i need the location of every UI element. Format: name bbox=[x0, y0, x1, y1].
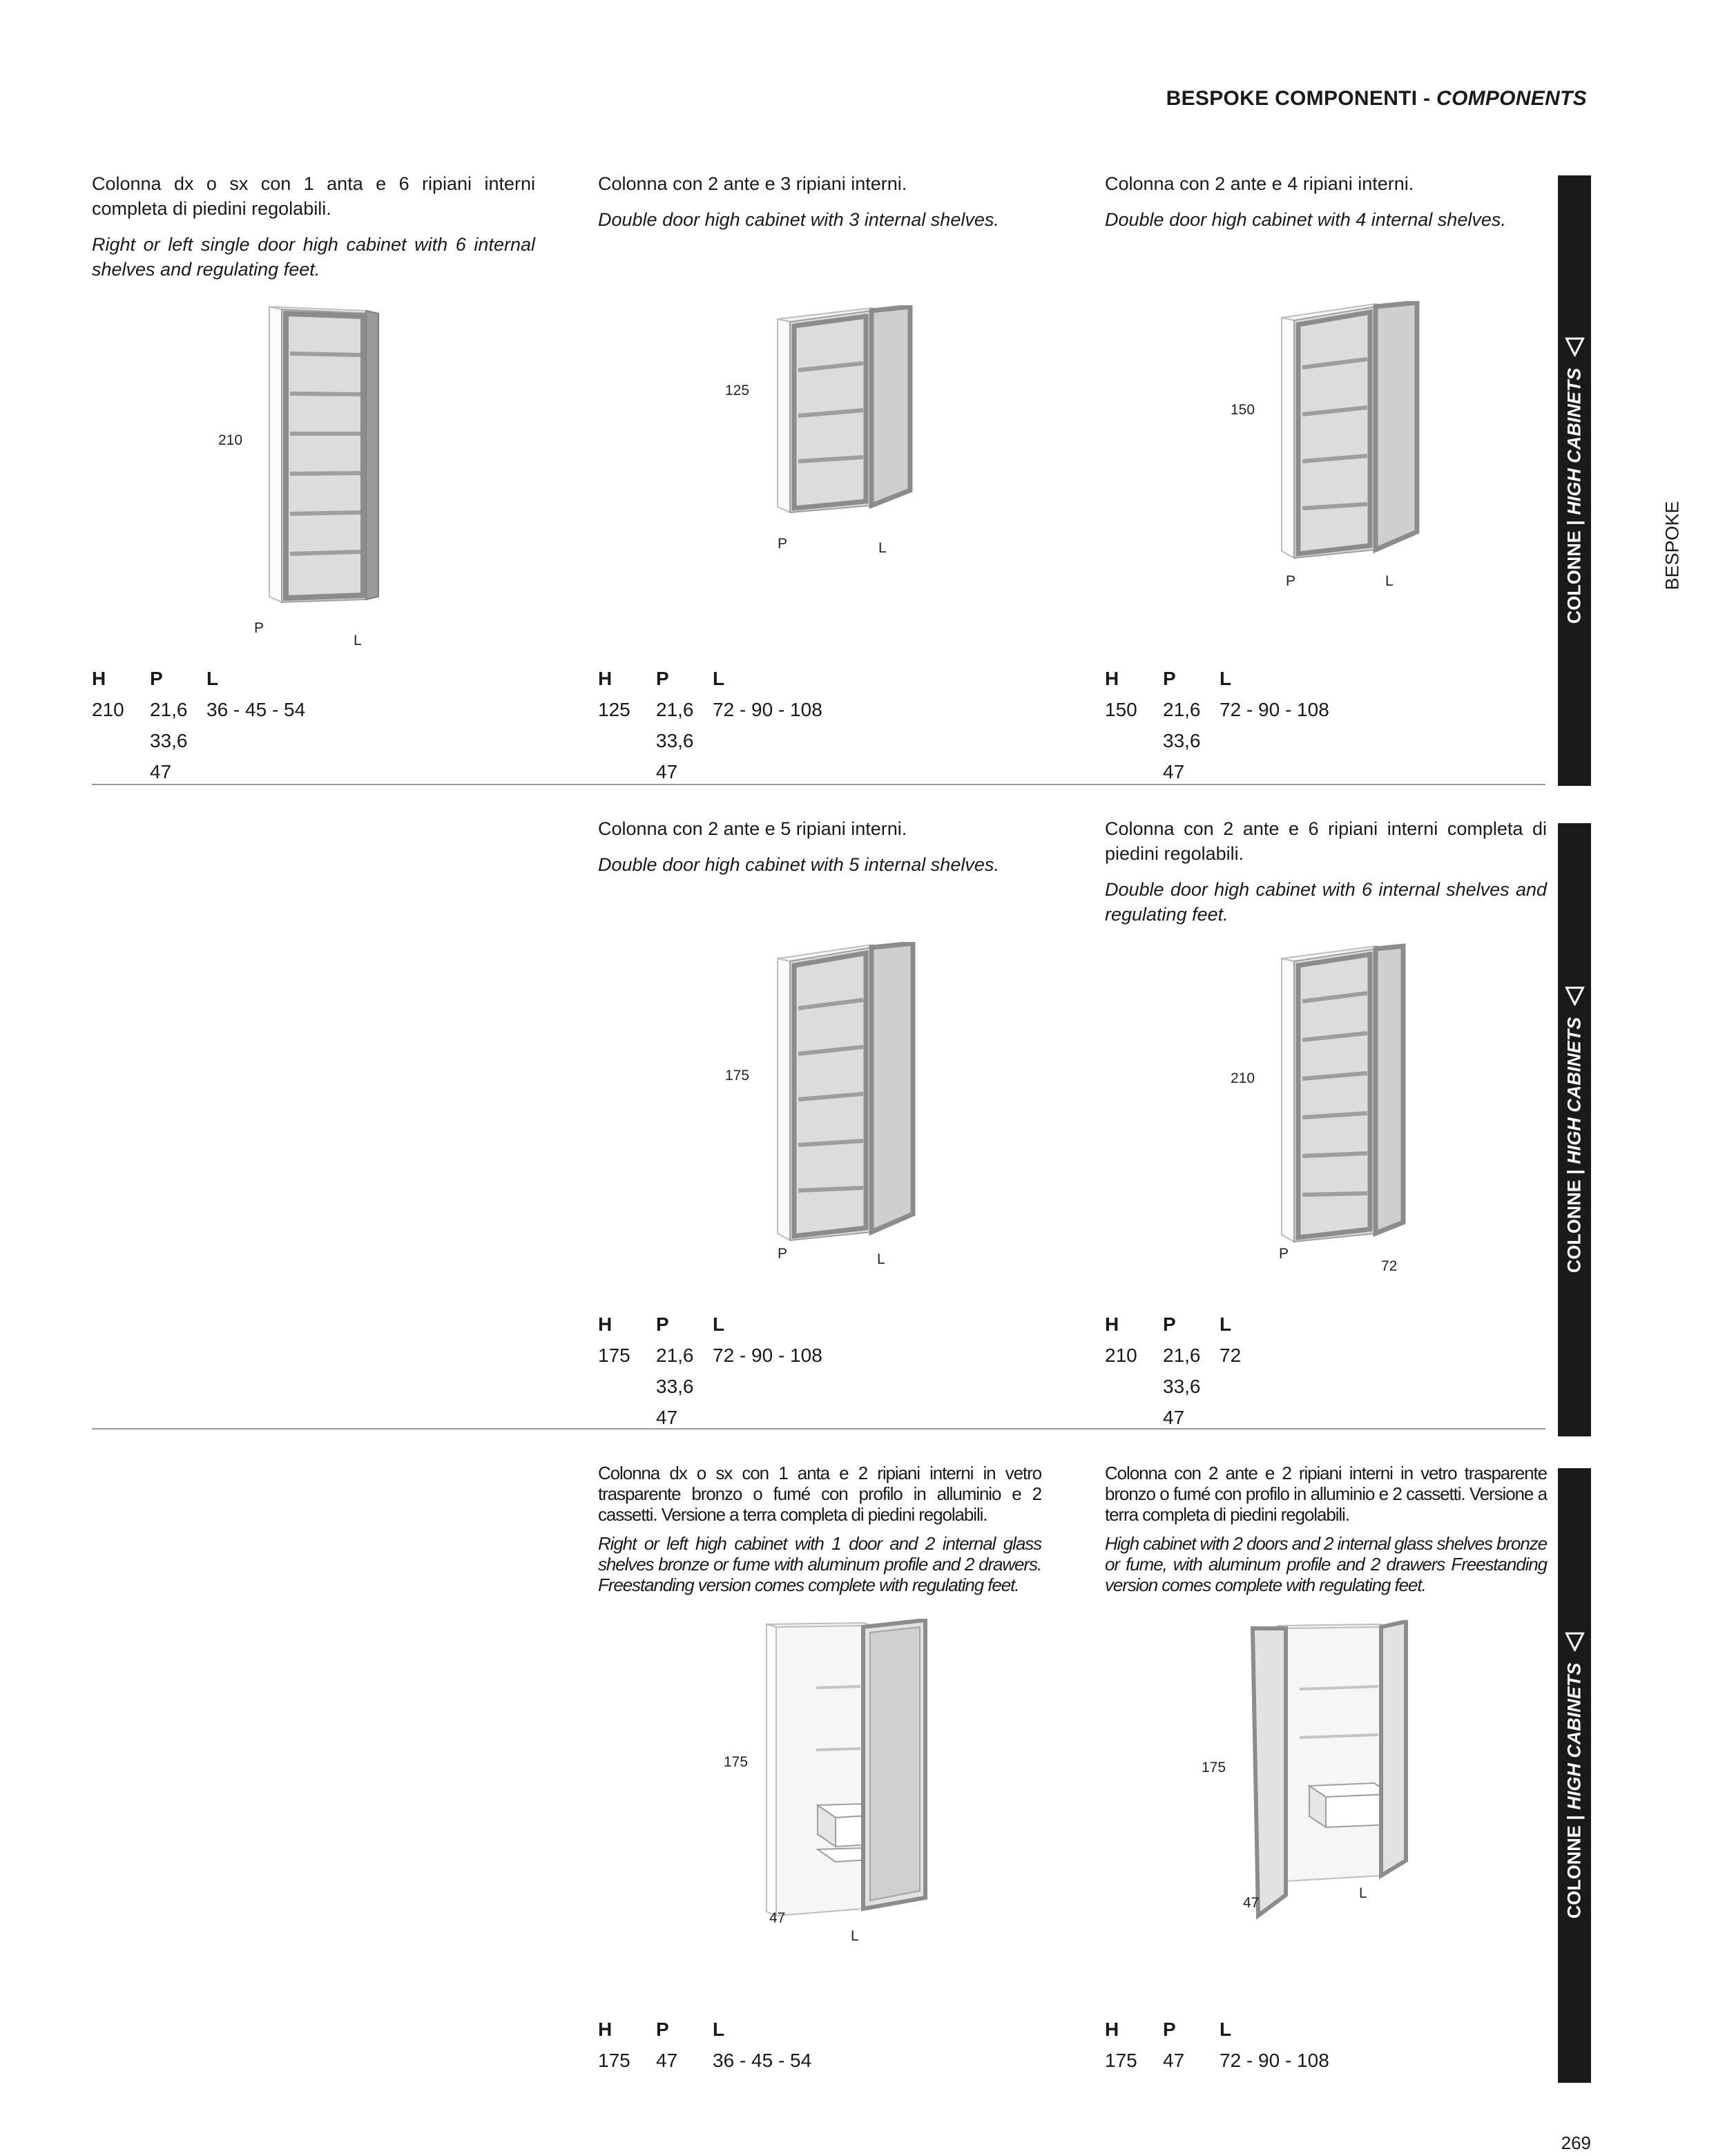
depth-dimension-label: P bbox=[1286, 573, 1296, 589]
width-dimension-label: L bbox=[877, 1251, 885, 1267]
spec-p-value: 33,6 bbox=[1163, 1376, 1201, 1397]
spec-l-value: 72 - 90 - 108 bbox=[713, 1345, 822, 1366]
spec-h-value: 175 bbox=[1105, 2050, 1137, 2071]
cabinet-illustration bbox=[760, 1619, 939, 1923]
category-bar bbox=[1558, 175, 1591, 786]
spec-p-value: 47 bbox=[1163, 761, 1185, 782]
page-number: 269 bbox=[1561, 2133, 1591, 2153]
height-dimension-label: 210 bbox=[218, 432, 243, 448]
spec-p-value: 21,6 bbox=[656, 1345, 694, 1366]
depth-dimension-label: P bbox=[1279, 1246, 1289, 1262]
depth-dimension-label: P bbox=[778, 1246, 788, 1262]
spec-table: H P L 210 21,6 33,6 47 36 - 45 - 54 bbox=[92, 663, 299, 787]
section-divider bbox=[92, 1428, 1545, 1430]
spec-p-value: 21,6 bbox=[656, 699, 694, 720]
cabinet-illustration bbox=[1243, 1620, 1423, 1924]
height-dimension-label: 150 bbox=[1231, 402, 1255, 418]
spec-p-value: 33,6 bbox=[1163, 730, 1201, 751]
spec-p-value: 21,6 bbox=[150, 699, 188, 720]
description-english: Double door high cabinet with 5 internal shelves. bbox=[598, 854, 999, 875]
height-dimension-label: 175 bbox=[1202, 1760, 1226, 1775]
width-dimension-label: L bbox=[878, 540, 887, 556]
description-italian: Colonna con 2 ante e 5 ripiani interni. bbox=[598, 818, 907, 839]
spec-table: H P L 175 21,6 33,6 47 72 - 90 - 108 bbox=[598, 1309, 874, 1433]
description-italian: Colonna con 2 ante e 6 ripiani interni completa di piedini regolabili. bbox=[1105, 818, 1547, 864]
spec-table: H P L 125 21,6 33,6 47 72 - 90 - 108 bbox=[598, 663, 874, 787]
spec-l-value: 72 - 90 - 108 bbox=[1220, 699, 1329, 720]
product-description bbox=[1105, 816, 1547, 927]
header-title-main: BESPOKE COMPONENTI - bbox=[1166, 87, 1436, 110]
height-dimension-label: 175 bbox=[724, 1754, 749, 1770]
spec-l-value: 36 - 45 - 54 bbox=[713, 2050, 812, 2071]
width-dimension-label: L bbox=[1385, 573, 1394, 589]
cabinet-illustration bbox=[768, 942, 927, 1246]
depth-dimension-label: 47 bbox=[769, 1910, 786, 1926]
spec-p-value: 47 bbox=[656, 761, 678, 782]
spec-p-value: 47 bbox=[656, 2050, 678, 2071]
depth-dimension-label: P bbox=[778, 536, 788, 552]
product-description bbox=[598, 1463, 1041, 1595]
description-italian: Colonna dx o sx con 1 anta e 2 ripiani interni in vetro trasparente bronzo o fumé con profilo in alluminio e 2 cassetti. Versione a terra completa di piedini regolabili. bbox=[598, 1463, 1041, 1525]
product-description bbox=[92, 171, 535, 282]
product-description bbox=[1105, 171, 1547, 232]
header-title-italic: COMPONENTS bbox=[1436, 87, 1587, 110]
cabinet-illustration bbox=[1272, 943, 1431, 1247]
spec-h-value: 125 bbox=[598, 699, 630, 720]
category-bar bbox=[1558, 823, 1591, 1436]
spec-p-value: 47 bbox=[1163, 1407, 1185, 1428]
width-dimension-label: L bbox=[1359, 1885, 1367, 1901]
spec-p-value: 33,6 bbox=[656, 730, 694, 751]
spec-h-value: 175 bbox=[598, 2050, 630, 2071]
depth-dimension-label: 47 bbox=[1243, 1895, 1260, 1911]
description-english: Double door high cabinet with 3 internal shelves. bbox=[598, 209, 999, 230]
spec-h-value: 150 bbox=[1105, 699, 1137, 720]
side-label: BESPOKE bbox=[1661, 501, 1683, 590]
spec-table: H P L 210 21,6 33,6 47 72 bbox=[1105, 1309, 1381, 1433]
triangle-icon bbox=[1565, 338, 1584, 357]
triangle-icon bbox=[1565, 1633, 1584, 1652]
description-italian: Colonna con 2 ante e 2 ripiani interni in vetro trasparente bronzo o fumé con profilo in alluminio e 2 cassetti. Versione a terra completa di piedini regolabili. bbox=[1105, 1463, 1547, 1525]
height-dimension-label: 125 bbox=[725, 383, 750, 398]
depth-dimension-label: P bbox=[254, 620, 264, 636]
section-divider bbox=[92, 784, 1545, 785]
width-dimension-label: 72 bbox=[1381, 1258, 1398, 1274]
spec-p-value: 33,6 bbox=[150, 730, 188, 751]
spec-l-value: 72 bbox=[1220, 1345, 1242, 1366]
description-italian: Colonna con 2 ante e 3 ripiani interni. bbox=[598, 173, 907, 194]
cabinet-illustration bbox=[768, 305, 927, 519]
page-header bbox=[1166, 87, 1587, 110]
width-dimension-label: L bbox=[354, 633, 362, 648]
spec-h-value: 175 bbox=[598, 1345, 630, 1366]
cabinet-illustration bbox=[228, 304, 407, 608]
product-description bbox=[1105, 1463, 1547, 1595]
cabinet-illustration bbox=[1272, 301, 1431, 564]
description-english: Right or left high cabinet with 1 door and 2 internal glass shelves bronze or fume with aluminum profile and 2 drawers. Freestanding version comes complete with regulating feet. bbox=[598, 1533, 1041, 1595]
spec-h-value: 210 bbox=[92, 699, 124, 720]
description-english: Right or left single door high cabinet with 6 internal shelves and regulating feet. bbox=[92, 234, 535, 280]
spec-p-value: 47 bbox=[656, 1407, 678, 1428]
triangle-icon bbox=[1565, 987, 1584, 1006]
spec-p-value: 21,6 bbox=[1163, 699, 1201, 720]
width-dimension-label: L bbox=[851, 1928, 859, 1944]
category-bar-label: COLONNE | HIGH CABINETS bbox=[1563, 1017, 1585, 1273]
spec-l-value: 36 - 45 - 54 bbox=[206, 699, 306, 720]
spec-p-value: 47 bbox=[150, 761, 172, 782]
spec-h-value: 210 bbox=[1105, 1345, 1137, 1366]
spec-table: H P L 175 47 72 - 90 - 108 bbox=[1105, 2014, 1381, 2083]
height-dimension-label: 175 bbox=[725, 1068, 750, 1084]
spec-p-value: 47 bbox=[1163, 2050, 1185, 2071]
spec-table: H P L 175 47 36 - 45 - 54 bbox=[598, 2014, 874, 2083]
category-bar bbox=[1558, 1468, 1591, 2083]
height-dimension-label: 210 bbox=[1231, 1070, 1255, 1086]
spec-l-value: 72 - 90 - 108 bbox=[1220, 2050, 1329, 2071]
category-bar-label: COLONNE | HIGH CABINETS bbox=[1563, 1662, 1585, 1919]
description-english: High cabinet with 2 doors and 2 internal glass shelves bronze or fume, with aluminum profile and 2 drawers Freestanding version comes complete with regulating feet. bbox=[1105, 1533, 1547, 1595]
description-italian: Colonna dx o sx con 1 anta e 6 ripiani interni completa di piedini regolabili. bbox=[92, 173, 535, 219]
description-english: Double door high cabinet with 4 internal shelves. bbox=[1105, 209, 1506, 230]
spec-p-value: 33,6 bbox=[656, 1376, 694, 1397]
spec-table: H P L 150 21,6 33,6 47 72 - 90 - 108 bbox=[1105, 663, 1381, 787]
category-bar-label: COLONNE | HIGH CABINETS bbox=[1563, 367, 1585, 624]
spec-p-value: 21,6 bbox=[1163, 1345, 1201, 1366]
description-italian: Colonna con 2 ante e 4 ripiani interni. bbox=[1105, 173, 1414, 194]
description-english: Double door high cabinet with 6 internal shelves and regulating feet. bbox=[1105, 879, 1547, 925]
spec-l-value: 72 - 90 - 108 bbox=[713, 699, 822, 720]
product-description bbox=[598, 816, 1047, 877]
product-description bbox=[598, 171, 1047, 232]
